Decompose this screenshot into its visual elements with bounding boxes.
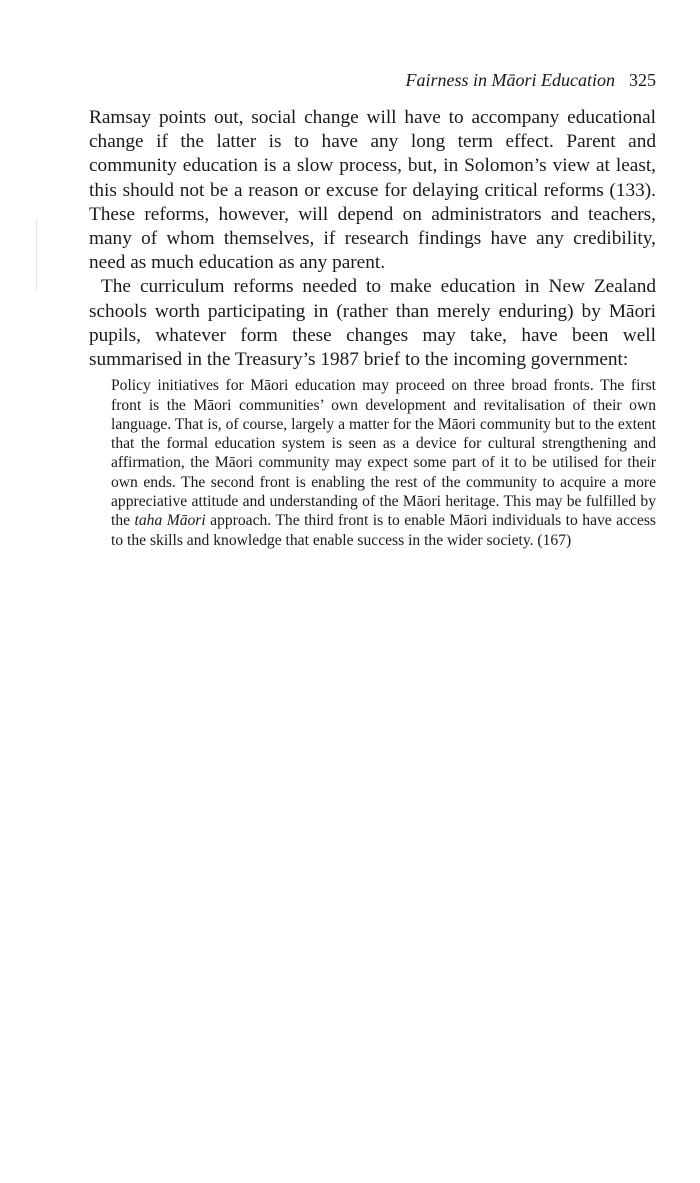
page-number: 325 xyxy=(629,70,656,90)
paragraph-continuation: Ramsay points out, social change will have to accompany educational change if the latter is to have any long term effect. Parent and community education is a slow process, but, in Solomon’s view at least, this should not be a reason or excuse for delaying critical reforms (133). These reforms, however, will depend on administrators and teachers, many of whom themselves, if research findings have any credibility, need as much education as any parent. xyxy=(89,107,656,274)
running-header-title: Fairness in Māori Education xyxy=(405,70,615,90)
block-quote-treasury-brief xyxy=(111,376,656,550)
quote-text-part2: approach. The third front is to enable Māori individuals to have access to the skills and knowledge that enable success in the wider society. (167) xyxy=(111,512,656,549)
scan-margin-mark xyxy=(36,220,37,290)
running-header xyxy=(406,68,657,92)
quote-italic-term: taha Māori xyxy=(134,512,206,530)
paragraph-curriculum-reforms: The curriculum reforms needed to make education in New Zealand schools worth participating in (rather than merely enduring) by Māori pupils, whatever form these changes may take, have been well summarised in the Treasury’s 1987 brief to the incoming government: xyxy=(89,276,656,371)
body-text xyxy=(89,106,656,550)
quote-text-part1: Policy initiatives for Māori education may proceed on three broad fronts. The first front is the Māori communities’ own development and revitalisation of their own language. That is, of course, largely a matter for the Māori community but to the extent that the formal education system is seen as a device for cultural strengthening and affirmation, the Māori community may expect some part of it to be utilised for their own ends. The second front is enabling the rest of the community to acquire a more appreciative attitude and understanding of the Māori heritage. This may be fulfilled by the xyxy=(111,377,656,530)
